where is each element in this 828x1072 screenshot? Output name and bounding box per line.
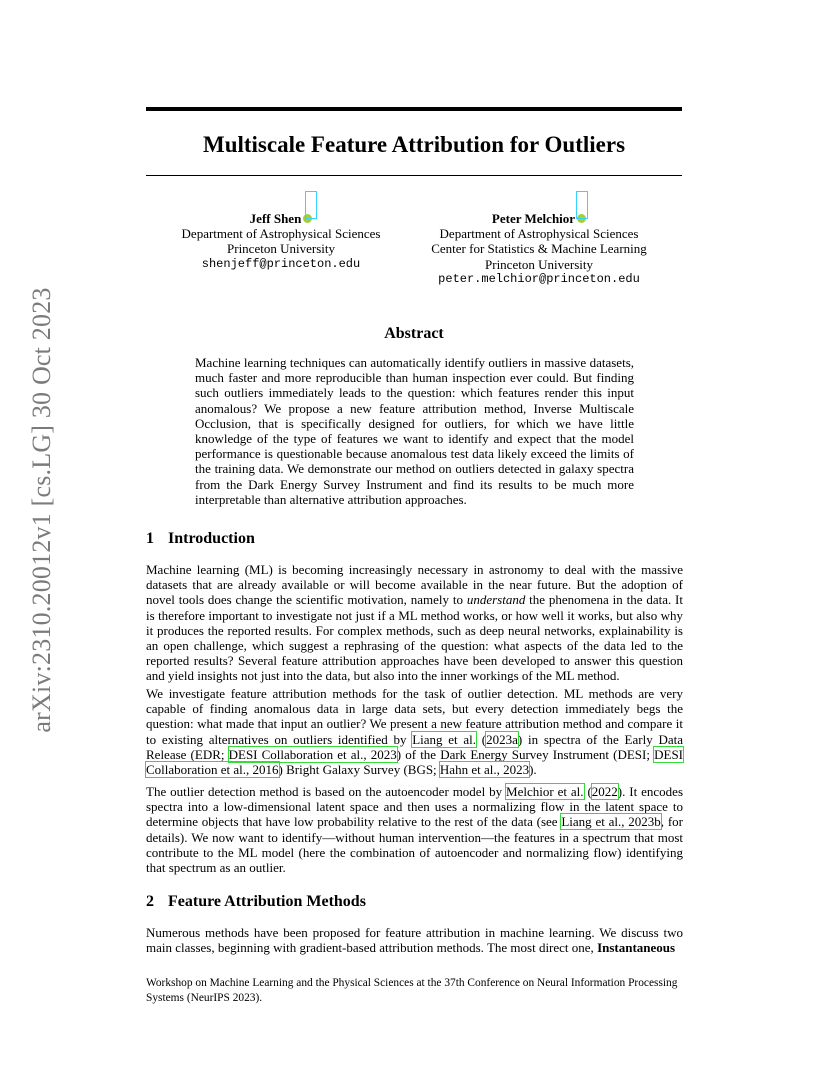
methods-paragraph-1: Numerous methods have been proposed for feature attribution in machine learning. We discuss two main classes, beginning with gradient-based attribution methods. The most direct one, Instantaneous: [146, 925, 683, 956]
affiliation: Princeton University: [227, 241, 335, 257]
section-heading-feature-attribution: 2 Feature Attribution Methods: [146, 893, 366, 910]
author-block-2: [414, 211, 664, 287]
title-rule-bottom: [146, 175, 682, 176]
paper-title: Multiscale Feature Attribution for Outliers: [202, 132, 626, 157]
citation-link[interactable]: 2023a: [486, 731, 518, 747]
intro-paragraph-3: The outlier detection method is based on the autoencoder model by Melchior et al. (2022). It encodes spectra into a low-dimensional latent space and then uses a normalizing flow in the latent space to determine objects that have low probability relative to the rest of the data (see Liang et al., 2023b, for details). We now want to identify—without human intervention—the features in a spectrum that most contribute to the ML model (here the combination of autoencoder and normalizing flow) identifying that spectrum as an outlier.: [146, 784, 684, 876]
affiliation: Princeton University: [485, 256, 593, 272]
affiliation: Center for Statistics & Machine Learning: [431, 241, 647, 257]
author-name: Jeff Shen: [250, 211, 313, 226]
title-rule-top: [146, 107, 682, 111]
author-email[interactable]: peter.melchior@princeton.edu: [438, 271, 640, 286]
author-name: Peter Melchior: [492, 211, 586, 226]
intro-paragraph-1: Machine learning (ML) is becoming increasingly necessary in astronomy to deal with the massive datasets that are already available or will become available in the near future. But the adoption of novel tools does change the scientific motivation, namely to understand the phenomena in the data. It is therefore important to investigate not just if a ML method works, or how well it works, but also why it produces the reported results. For complex methods, such as deep neural networks, explainability is an open challenge, which suggest a rephrasing of the question: what aspects of the data led to the reported results? Several feature attribution approaches have been developed to answer this question and yield insights not just into the data, but also into the inner workings of the ML method.: [146, 562, 683, 684]
arxiv-sidebar-stamp: [21, 287, 63, 733]
abstract-heading: Abstract: [384, 325, 444, 342]
orcid-link-box[interactable]: [576, 191, 588, 219]
citation-link[interactable]: Melchior et al.: [506, 784, 584, 799]
abstract-text: Machine learning techniques can automatically identify outliers in massive datasets, much faster and more reproducible than human inspection ever could. But finding such outliers immediately leads to the question: which features render this input anomalous? We propose a new feature attribution method, Inverse Multiscale Occlusion, that is specifically designed for outliers, for which we have little knowledge of the type of features we want to identify and expect that the model performance is questionable because anomalous test data likely exceed the limits of the training data. We demonstrate our method on outliers detected in galaxy spectra from the Dark Energy Survey Instrument and find its results to be much more interpretable than alternative attribution approaches.: [195, 355, 634, 507]
orcid-link-box[interactable]: [305, 191, 317, 219]
section-heading-introduction: 1 Introduction: [146, 530, 255, 547]
author-block-1: [170, 211, 392, 272]
citation-link[interactable]: Hahn et al., 2023: [439, 762, 530, 778]
affiliation: Department of Astrophysical Sciences: [181, 226, 381, 242]
citation-link[interactable]: DESI Collaboration et al., 2016: [146, 746, 683, 778]
author-email[interactable]: shenjeff@princeton.edu: [201, 256, 361, 271]
citation-link[interactable]: Liang et al.: [412, 731, 477, 747]
citation-link[interactable]: Liang et al., 2023b: [561, 814, 661, 830]
citation-link[interactable]: DESI Collaboration et al., 2023: [228, 746, 397, 762]
intro-paragraph-2: We investigate feature attribution methods for the task of outlier detection. ML methods are very capable of finding anomalous data in large data sets, but every detection immediately begs the question: what made that input an outlier? We present a new feature attribution method and compare it to existing alternatives on outliers identified by Liang et al. (2023a) in spectra of the Early Data Release (EDR; DESI Collaboration et al., 2023) of the Dark Energy Survey Instrument (DESI; DESI Collaboration et al., 2016) Bright Galaxy Survey (BGS; Hahn et al., 2023).: [146, 686, 683, 778]
arxiv-identifier: arXiv:2310.20012v1 [cs.LG] 30 Oct 2023: [27, 287, 56, 733]
footnote: Workshop on Machine Learning and the Physical Sciences at the 37th Conference on Neural Information Processing Systems (NeurIPS 2023).: [146, 977, 678, 1004]
citation-link[interactable]: 2022: [591, 784, 618, 799]
affiliation: Department of Astrophysical Sciences: [439, 226, 639, 242]
